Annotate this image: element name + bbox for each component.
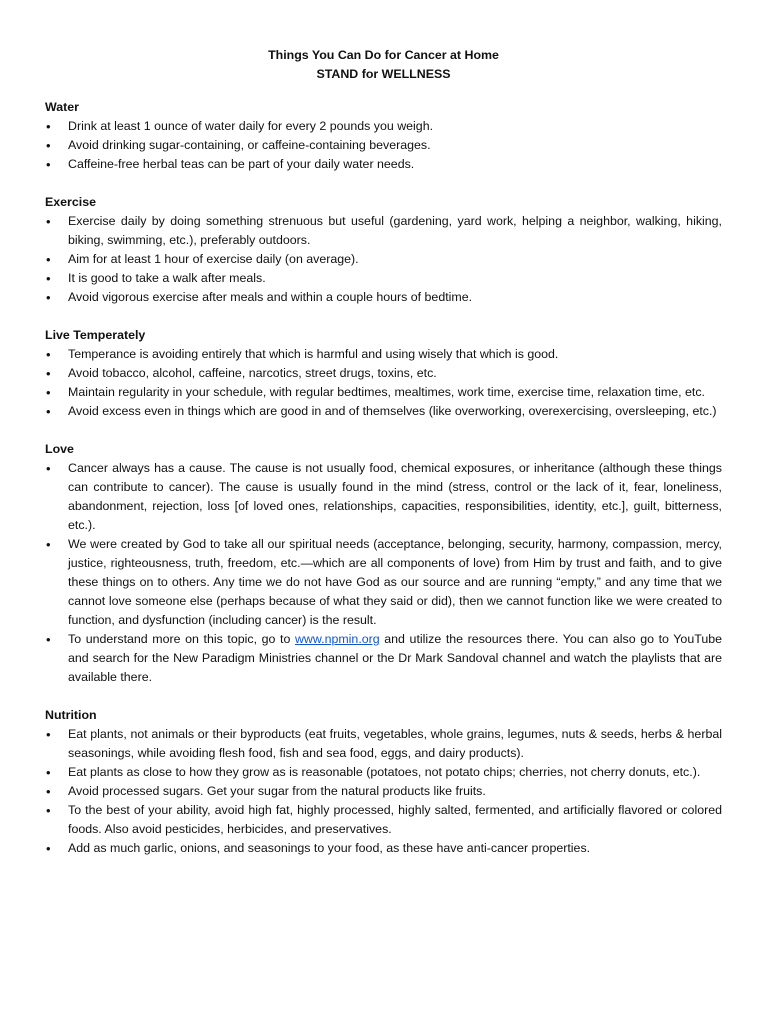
section-heading-love: Love [45,442,74,456]
bullet-icon: • [46,366,51,381]
bullet-icon: • [46,138,51,153]
list-item: • Cancer always has a cause. The cause is not usually food, chemical exposures, or inheritance (although these things can contribute to cancer). The cause is usually found in the mind (stress, control or the lack of it, fear, loneliness, abandonment, rejection, loss [of loved ones, relationships, capacities, responsibilities, identity, etc.], guilt, bitterness, etc.). [46,461,722,532]
list-item: • We were created by God to take all our spiritual needs (acceptance, belonging, security, harmony, compassion, mercy, justice, righteousness, truth, freedom, etc.—which are all components of love) from Him by trust and faith, and to give these things on to others. Any time we do not have God as our source and are running “empty,” and any time that we cannot love someone else (perhaps because of what they said or did), then we cannot function like we were created to function, and dysfunction (including cancer) is the result. [46,537,722,627]
bullet-icon: • [46,214,51,229]
bullet-icon: • [46,252,51,267]
section-exercise [45,193,722,307]
list-item: • It is good to take a walk after meals. [46,271,266,286]
list-item: • Aim for at least 1 hour of exercise daily (on average). [46,252,359,267]
list-item: • Add as much garlic, onions, and seasonings to your food, as these have anti-cancer properties. [46,841,591,856]
love-list [45,459,722,687]
bullet-icon: • [46,784,51,799]
list-item: • Avoid drinking sugar-containing, or caffeine-containing beverages. [46,138,431,153]
bullet-icon: • [46,632,51,647]
list-item: • Caffeine-free herbal teas can be part of your daily water needs. [46,157,415,172]
list-item: • Eat plants as close to how they grow as is reasonable (potatoes, not potato chips; cherries, not cherry donuts, etc.). [46,765,701,780]
bullet-icon: • [46,461,51,476]
bullet-icon: • [46,157,51,172]
section-water [45,98,722,174]
list-item: • Eat plants, not animals or their byproducts (eat fruits, vegetables, whole grains, legumes, nuts & seeds, herbs & herbal seasonings, while avoiding flesh food, fish and sea food, eggs, and dairy products). [46,727,722,760]
bullet-icon: • [46,404,51,419]
bullet-icon: • [46,537,51,552]
document-title [45,46,722,84]
bullet-icon: • [46,119,51,134]
list-item: • Temperance is avoiding entirely that which is harmful and using wisely that which is good. [46,347,559,362]
bullet-icon: • [46,271,51,286]
list-item: • Avoid vigorous exercise after meals and within a couple hours of bedtime. [46,290,473,305]
title-line-1: Things You Can Do for Cancer at Home [268,48,499,62]
exercise-list [45,212,722,307]
list-item: • To the best of your ability, avoid high fat, highly processed, highly salted, fermented, and artificially flavored or colored foods. Also avoid pesticides, herbicides, and preservatives. [46,803,722,836]
section-heading-water: Water [45,100,79,114]
list-item: • Avoid excess even in things which are good in and of themselves (like overworking, overexercising, oversleeping, etc.) [46,404,717,419]
bullet-icon: • [46,803,51,818]
bullet-icon: • [46,290,51,305]
bullet-icon: • [46,385,51,400]
section-live-temperately [45,326,722,421]
temperately-list [45,345,722,421]
section-heading-live-temperately: Live Temperately [45,328,146,342]
title-line-2: STAND for WELLNESS [316,67,451,81]
section-nutrition [45,706,722,858]
bullet-icon: • [46,727,51,742]
list-item: • To understand more on this topic, go to www.npmin.org and utilize the resources there. You can also go to YouTube and search for the New Paradigm Ministries channel or the Dr Mark Sandoval channel and watch the playlists that are available there. [46,632,722,684]
list-item: • Drink at least 1 ounce of water daily for every 2 pounds you weigh. [46,119,434,134]
section-love [45,440,722,687]
section-heading-nutrition: Nutrition [45,708,97,722]
nutrition-list [45,725,722,858]
list-item: • Avoid processed sugars. Get your sugar from the natural products like fruits. [46,784,486,799]
npmin-link[interactable]: www.npmin.org [294,632,380,646]
section-heading-exercise: Exercise [45,195,96,209]
list-item: • Maintain regularity in your schedule, with regular bedtimes, mealtimes, work time, exercise time, relaxation time, etc. [46,385,705,400]
bullet-icon: • [46,765,51,780]
bullet-icon: • [46,841,51,856]
list-item: • Avoid tobacco, alcohol, caffeine, narcotics, street drugs, toxins, etc. [46,366,437,381]
water-list [45,117,722,174]
list-item: • Exercise daily by doing something strenuous but useful (gardening, yard work, helping a neighbor, walking, hiking, biking, swimming, etc.), preferably outdoors. [46,214,722,247]
bullet-icon: • [46,347,51,362]
